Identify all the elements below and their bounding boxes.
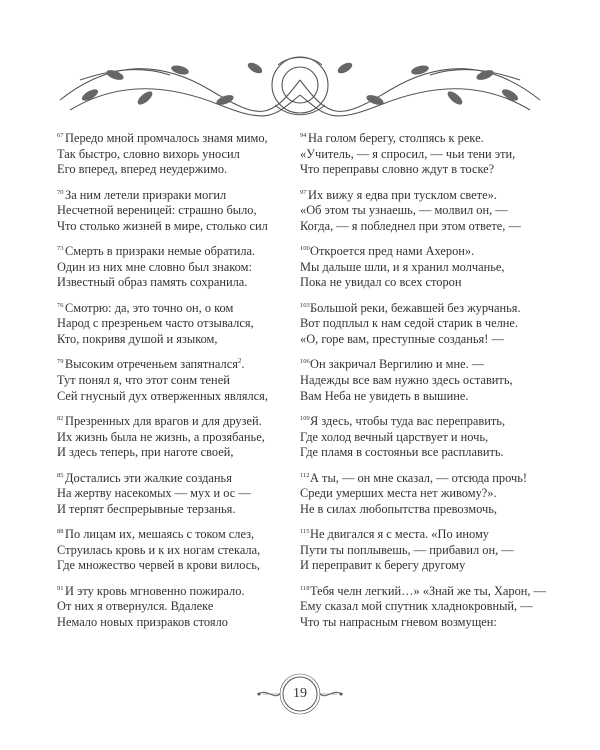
stanza — [300, 244, 550, 301]
verse-line: Когда, — я побледнел при этом ответе, — — [300, 218, 521, 233]
verse-line: Кто, покривя душой и языком, — [57, 331, 218, 346]
verse-line: И здесь теперь, при наготе своей, — [57, 445, 234, 460]
stanza — [57, 527, 307, 584]
verse-line: Так быстро, словно вихорь уносил — [57, 146, 240, 161]
stanza — [57, 131, 307, 188]
verse-line: Смотрю: да, это точно он, о ком — [65, 300, 234, 315]
verse-line: Тебя челн легкий…» «Знай же ты, Харон, — — [310, 583, 547, 598]
verse-line: Их вижу я едва при тусклом свете». — [308, 187, 497, 202]
verse-line: «О, горе вам, преступные созданья! — — [300, 331, 504, 346]
stanza — [57, 244, 307, 301]
verse-line: Его вперед, вперед неудержимо. — [57, 162, 228, 177]
line-number: 97 — [300, 188, 307, 196]
line-number: 70 — [57, 188, 64, 196]
verse-line: Передо мной промчалось знамя мимо, — [65, 131, 268, 145]
verse-line: Их жизнь была не жизнь, а прозябанье, — [57, 429, 265, 444]
verse-line: Откроется пред нами Ахерон». — [310, 244, 475, 259]
decorative-floral-header — [50, 40, 550, 132]
verse-line: Презренных для врагов и для друзей. — [65, 413, 262, 428]
verse-line: Народ с презреньем часто отзывался, — [57, 316, 254, 331]
line-number: 112 — [300, 471, 310, 479]
verse-line: Пока не увидал со всех сторон — [300, 275, 462, 290]
verse-line: Не в силах любопытства превозмочь, — [300, 501, 497, 516]
verse-line: От них я отвернулся. Вдалеке — [57, 599, 214, 614]
verse-line: Известный образ память сохранила. — [57, 275, 248, 290]
line-number: 91 — [57, 584, 64, 592]
line-number: 118 — [300, 584, 310, 592]
verse-line: И терпят беспрерывные терзанья. — [57, 501, 236, 516]
verse-line: За ним летели призраки могил — [65, 187, 227, 202]
verse-line: Надежды все вам нужно здесь оставить, — [300, 372, 513, 387]
verse-line: На жертву насекомых — мух и ос — — [57, 486, 251, 501]
right-verse-column — [300, 131, 550, 640]
line-number: 76 — [57, 301, 64, 309]
line-number: 88 — [57, 528, 64, 536]
stanza — [300, 584, 550, 641]
verse-text: Высоким отреченьем запятнался — [65, 357, 238, 372]
verse-line: И переправит к берегу другому — [300, 558, 466, 573]
verse-line: Струилась кровь и к их ногам стекала, — [57, 542, 261, 557]
verse-line: Где пламя в состояньи все расплавить. — [300, 445, 504, 460]
verse-line: Смерть в призраки немые обратила. — [65, 244, 256, 259]
verse-line: «Об этом ты узнаешь, — молвил он, — — [300, 203, 508, 218]
page-number-ornament — [255, 668, 345, 718]
verse-line: Что переправы словно ждут в тоске? — [300, 162, 495, 177]
verse-line: Немало новых призраков стояло — [57, 614, 228, 629]
verse-line: На голом берегу, столпясь к реке. — [308, 131, 484, 145]
line-number: 109 — [300, 414, 310, 422]
stanza — [57, 471, 307, 528]
line-number: 94 — [300, 132, 307, 139]
verse-line: Что ты напрасным гневом возмущен: — [300, 614, 497, 629]
verse-line: Несчетной вереницей: страшно было, — [57, 203, 257, 218]
stanza — [300, 188, 550, 245]
verse-line: Ему сказал мой спутник хладнокровный, — — [300, 599, 533, 614]
stanza — [300, 131, 550, 188]
verse-line: Он закричал Вергилию и мне. — — [310, 357, 485, 372]
verse-line: Тут понял я, что этот сонм теней — [57, 372, 230, 387]
line-number: 85 — [57, 471, 64, 479]
verse-line: И эту кровь мгновенно пожирало. — [65, 583, 245, 598]
line-number: 73 — [57, 245, 64, 253]
verse-line: Один из них мне словно был знаком: — [57, 259, 252, 274]
verse-line: Вам Неба не увидеть в вышине. — [300, 388, 469, 403]
verse-line: «Учитель, — я спросил, — чьи тени эти, — [300, 146, 516, 161]
line-number: 106 — [300, 358, 310, 366]
verse-line: Не двигался я с места. «По иному — [310, 527, 489, 542]
left-verse-column — [57, 131, 307, 640]
verse-line: Где холод вечный царствует и ночь, — [300, 429, 489, 444]
line-number: 67 — [57, 132, 64, 139]
line-number: 100 — [300, 245, 310, 253]
stanza — [300, 527, 550, 584]
line-number: 79 — [57, 358, 64, 366]
stanza — [300, 414, 550, 471]
stanza — [300, 471, 550, 528]
line-number: 115 — [300, 528, 310, 536]
verse-line: Я здесь, чтобы туда вас переправить, — [310, 413, 506, 428]
stanza — [57, 584, 307, 641]
line-number: 82 — [57, 414, 64, 422]
stanza — [57, 188, 307, 245]
stanza — [57, 301, 307, 358]
verse-line: Высоким отреченьем запятнался$^2$. — [65, 357, 245, 372]
verse-line: Где множество червей в крови вилось, — [57, 558, 260, 573]
verse-line: Мы дальше шли, и я хранил молчанье, — [300, 259, 505, 274]
verse-line: Что столько жизней в мире, столько сил — [57, 218, 268, 233]
verse-line: Среди умерших места нет живому?». — [300, 486, 497, 501]
verse-line: Достались эти жалкие созданья — [65, 470, 232, 485]
footnote-marker: 2 — [237, 357, 242, 366]
verse-line: Сей гнусный дух отверженных являлся, — [57, 388, 268, 403]
page-number: 19 — [293, 686, 307, 701]
verse-line: По лицам их, мешаясь с током слез, — [65, 527, 255, 542]
stanza — [57, 414, 307, 471]
line-number: 103 — [300, 301, 310, 309]
stanza — [57, 357, 307, 414]
verse-line: Вот подплыл к нам седой старик в челне. — [300, 316, 519, 331]
verse-line: Пути ты поплывешь, — прибавил он, — — [300, 542, 514, 557]
stanza — [300, 357, 550, 414]
stanza — [300, 301, 550, 358]
verse-line: А ты, — он мне сказал, — отсюда прочь! — [310, 470, 527, 485]
verse-line: Большой реки, бежавшей без журчанья. — [310, 300, 521, 315]
